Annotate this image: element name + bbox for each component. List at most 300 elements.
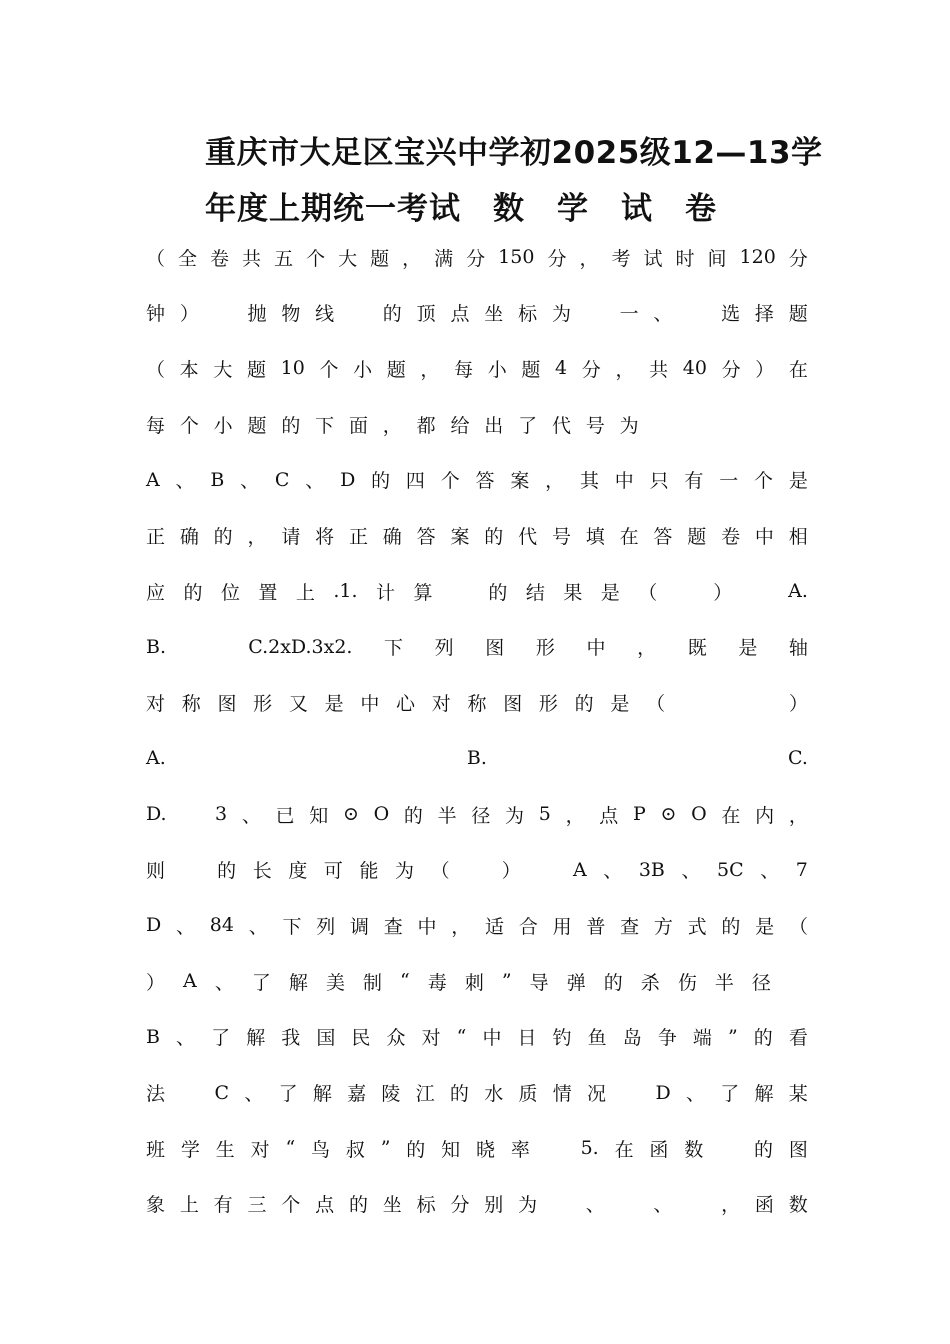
body-line [146, 1128, 808, 1168]
body-char: 置 [258, 581, 278, 604]
body-char: “ [400, 970, 410, 993]
body-char: 每 [454, 358, 474, 381]
body-char: “ [456, 1025, 467, 1048]
body-char: B. [146, 635, 167, 658]
body-char: 、 [214, 971, 234, 994]
body-char: 面 [348, 414, 368, 437]
body-char: （ [638, 581, 658, 604]
body-char: 5 [538, 803, 551, 825]
body-char: ， [451, 915, 471, 938]
body-char: 水 [484, 1083, 504, 1105]
body-char: 、 [176, 1027, 196, 1050]
body-line [146, 404, 808, 444]
body-char: 率 [510, 1138, 530, 1161]
body-line [146, 460, 808, 500]
body-line [146, 516, 808, 556]
body-char: 适 [485, 915, 505, 938]
body-char: 内 [755, 804, 775, 827]
body-char: 导 [529, 971, 549, 994]
body-char: 填 [585, 526, 605, 548]
body-char: 题 [386, 358, 406, 381]
body-char [682, 689, 701, 716]
body-char [621, 1079, 640, 1106]
body-char: 是 [324, 693, 344, 716]
body-char: 全 [178, 247, 198, 270]
body-char: 分 [581, 358, 601, 381]
body-char: ” [501, 970, 512, 993]
body-char: 果 [563, 581, 583, 604]
body-char: 间 [707, 247, 727, 270]
body-char: 为 [551, 303, 571, 326]
body-char: 、 [603, 860, 623, 883]
body-char: 5C [717, 858, 744, 881]
body-char: 查 [620, 915, 640, 938]
body-char: 形 [535, 637, 555, 660]
body-char: 大 [338, 247, 358, 270]
body-char: 况 [586, 1083, 606, 1105]
body-char: A. [146, 747, 166, 770]
body-char: A. [788, 580, 808, 603]
body-char [182, 856, 201, 883]
body-char: 民 [351, 1027, 371, 1050]
body-line [146, 738, 808, 778]
body-char: 三 [247, 1194, 267, 1217]
body-char [620, 1190, 639, 1217]
body-char [718, 689, 737, 716]
body-char: 150 [498, 246, 535, 268]
body-char: 一 [619, 303, 639, 326]
body-char: 长 [252, 860, 272, 883]
body-char: 的 [488, 581, 508, 604]
body-char: 、 [681, 860, 701, 883]
body-char: 、 [175, 470, 195, 493]
body-char: 个 [306, 247, 326, 270]
body-char: 方 [653, 915, 673, 938]
body-char: D [146, 914, 162, 937]
body-char: 题 [521, 358, 541, 381]
body-char: ） [755, 358, 775, 381]
body-char [586, 299, 605, 326]
body-char [466, 856, 485, 883]
body-char: 函 [754, 1194, 774, 1217]
body-char: 为 [518, 1194, 538, 1217]
body-char: 个 [754, 470, 774, 493]
body-char: ， [565, 804, 585, 827]
body-char: 、 [175, 915, 195, 938]
body-char: 图 [788, 1138, 808, 1161]
body-line [146, 1184, 808, 1224]
body-char: A [572, 858, 587, 881]
body-char: 号 [585, 414, 605, 437]
body-char: 84 [209, 914, 234, 937]
body-line [146, 1073, 808, 1113]
body-char: 弹 [566, 971, 586, 994]
body-char: 有 [684, 470, 704, 493]
body-char: C [274, 468, 290, 491]
body-char [687, 411, 706, 438]
body-char: 是 [610, 693, 630, 716]
body-char: D. [146, 803, 167, 825]
body-char [227, 745, 246, 772]
body-char: 质 [518, 1083, 538, 1105]
body-char: 情 [552, 1083, 572, 1105]
body-char: 下 [315, 414, 335, 437]
body-char: .1. [333, 580, 358, 603]
body-char: 题 [687, 526, 707, 548]
body-char: 答 [653, 526, 673, 548]
body-char: ⊙ [660, 803, 677, 825]
body-char: ” [380, 1137, 391, 1160]
body-char: 半 [714, 971, 734, 994]
body-char: 计 [375, 581, 395, 604]
body-char: 轴 [788, 637, 808, 660]
body-char: C [214, 1081, 230, 1104]
body-char [508, 745, 527, 772]
body-char: 制 [363, 971, 383, 994]
body-line [146, 237, 808, 277]
body-char [789, 411, 808, 438]
body-char: 陵 [381, 1083, 401, 1105]
body-char: 对 [146, 693, 166, 716]
body-char: 的 [382, 303, 402, 326]
body-char [676, 578, 695, 605]
body-char: 日 [517, 1027, 537, 1050]
body-char: 知 [309, 804, 329, 827]
body-char: 将 [315, 526, 335, 548]
body-char: 钟 [146, 303, 166, 326]
body-char: 是 [738, 637, 758, 660]
body-char: 、 [653, 303, 673, 326]
body-char: 的 [753, 1027, 773, 1050]
body-char: ） [501, 860, 521, 883]
body-char: 知 [441, 1138, 461, 1161]
body-char: 7 [795, 858, 808, 881]
body-char [789, 968, 808, 995]
body-char: 出 [484, 414, 504, 437]
body-char: 物 [281, 303, 301, 326]
body-char: 标 [518, 303, 538, 326]
body-char: 答 [475, 470, 495, 493]
body-char: 鸟 [311, 1138, 331, 1161]
body-char: 的 [574, 693, 594, 716]
body-char [307, 745, 326, 772]
body-char: A [183, 970, 197, 993]
body-line [146, 1017, 808, 1057]
body-char [748, 745, 767, 772]
body-char [180, 1079, 199, 1106]
body-char: 对 [250, 1138, 270, 1161]
body-char: 的 [403, 804, 423, 827]
body-char: 小 [213, 414, 233, 437]
body-char: D [340, 468, 356, 491]
body-char: 其 [579, 470, 599, 493]
body-char: ⊙ [342, 803, 359, 825]
body-char: 又 [288, 693, 308, 716]
body-char: ） [146, 971, 166, 994]
body-char: 式 [687, 915, 707, 938]
body-char: 个 [319, 358, 339, 381]
body-char: 中 [586, 637, 606, 660]
body-line [146, 293, 808, 333]
body-char: ） [179, 303, 199, 326]
body-char: 下 [384, 637, 404, 660]
body-char: （ [146, 247, 166, 270]
body-char: 案 [510, 470, 530, 493]
body-char: 解 [288, 971, 308, 994]
body-line [146, 794, 808, 834]
body-char: 在 [721, 804, 741, 827]
exam-title-line-1: 重庆市大足区宝兴中学初2025级12—13学 [205, 135, 823, 171]
body-char: 时 [675, 247, 695, 270]
body-char: 有 [213, 1194, 233, 1217]
body-char: 数 [788, 1194, 808, 1217]
body-char: 对 [431, 693, 451, 716]
body-char: 的 [754, 1138, 774, 1161]
body-char: ， [615, 358, 635, 381]
body-char: 学 [180, 1138, 200, 1161]
body-char: 一 [719, 470, 739, 493]
body-char: 对 [421, 1027, 441, 1050]
body-char: 、 [653, 1194, 673, 1217]
body-char: 算 [413, 581, 433, 604]
body-char [181, 801, 200, 828]
exam-title-line-2: 年度上期统一考试 数 学 试 卷 [205, 191, 717, 227]
body-char: 共 [242, 247, 262, 270]
body-char [719, 1135, 738, 1162]
body-char: 已 [275, 804, 295, 827]
body-char: （ [430, 860, 450, 883]
body-char: 3B [638, 858, 665, 881]
body-char: 中 [754, 526, 774, 548]
body-char: （ [646, 693, 666, 716]
body-char: 合 [518, 915, 538, 938]
body-char: 3 [215, 803, 228, 825]
body-char: 钓 [552, 1027, 572, 1050]
body-char: 号 [551, 526, 571, 548]
body-char [427, 745, 446, 772]
body-line [146, 905, 808, 945]
body-char: ， [420, 358, 440, 381]
body-char: 分 [788, 247, 808, 270]
body-char: 中 [482, 1027, 502, 1050]
body-char: 众 [386, 1027, 406, 1050]
body-char: 的 [183, 581, 203, 604]
body-char: 卷 [210, 247, 230, 270]
body-char [349, 299, 368, 326]
body-char: B [210, 468, 225, 491]
body-char: 都 [416, 414, 436, 437]
body-char: 小 [487, 358, 507, 381]
body-char: 叔 [345, 1138, 365, 1161]
body-char: 卷 [721, 526, 741, 548]
body-char [347, 745, 366, 772]
body-char: 鱼 [587, 1027, 607, 1050]
body-char [588, 745, 607, 772]
body-char: ， [788, 804, 808, 827]
body-char: ， [382, 414, 402, 437]
body-char: （ [146, 358, 166, 381]
body-char [387, 745, 406, 772]
body-char: 试 [643, 247, 663, 270]
body-char: 给 [450, 414, 470, 437]
body-char: 代 [551, 414, 571, 437]
body-char: 、 [241, 804, 261, 827]
body-char [198, 633, 217, 660]
body-line [146, 571, 808, 611]
body-char: 4 [555, 357, 568, 380]
body-char: ， [721, 1194, 741, 1217]
body-char: 看 [788, 1027, 808, 1050]
body-char: 查 [383, 915, 403, 938]
body-char: 径 [751, 971, 771, 994]
body-char: ， [579, 247, 599, 270]
body-line [146, 627, 808, 667]
body-char: 了 [251, 971, 271, 994]
body-char: 只 [649, 470, 669, 493]
body-char: 确 [382, 526, 402, 548]
body-char: 的 [406, 1138, 426, 1161]
body-char: 、 [686, 1083, 706, 1105]
body-char: 嘉 [347, 1083, 367, 1105]
body-char: 解 [312, 1083, 332, 1105]
body-char: 点 [315, 1194, 335, 1217]
body-char: 称 [467, 693, 487, 716]
body-char: ” [727, 1025, 738, 1048]
body-char: 度 [288, 860, 308, 883]
body-char: B. [466, 747, 487, 770]
body-char: 40 [682, 357, 707, 380]
body-char: 是 [600, 581, 620, 604]
body-char: 伤 [677, 971, 697, 994]
body-char: 确 [179, 526, 199, 548]
body-char: 象 [146, 1194, 166, 1217]
body-char: 位 [220, 581, 240, 604]
body-char: 列 [316, 915, 336, 938]
body-char: B [146, 1025, 160, 1048]
body-char: 能 [359, 860, 379, 883]
body-char [552, 1190, 571, 1217]
body-char: 的 [281, 414, 301, 437]
body-char: 上 [179, 1194, 199, 1217]
body-char: 五 [274, 247, 294, 270]
body-char: 坐 [382, 1194, 402, 1217]
body-char [755, 411, 774, 438]
body-char [451, 578, 470, 605]
body-char: 题 [246, 358, 266, 381]
body-char [628, 745, 647, 772]
body-char: 、 [248, 915, 268, 938]
body-char: 四 [405, 470, 425, 493]
body-char: 普 [586, 915, 606, 938]
body-char: 、 [585, 1194, 605, 1217]
body-char: 国 [316, 1027, 336, 1050]
body-char: 题 [247, 414, 267, 437]
body-char: 的 [603, 971, 623, 994]
body-char: 结 [525, 581, 545, 604]
body-char: 为 [619, 414, 639, 437]
body-char: 的 [213, 526, 233, 548]
body-char [546, 1135, 565, 1162]
body-char: 图 [485, 637, 505, 660]
body-char: 的 [449, 1083, 469, 1105]
body-char: 下 [282, 915, 302, 938]
body-char: 的 [721, 915, 741, 938]
body-char: 则 [146, 860, 166, 883]
body-char: 形 [538, 693, 558, 716]
body-char [267, 745, 286, 772]
body-char: 图 [503, 693, 523, 716]
body-char: 的 [217, 860, 237, 883]
body-char: 分 [547, 247, 567, 270]
body-char: （ [788, 915, 808, 938]
body-char: 上 [295, 581, 315, 604]
body-char: ） [788, 693, 808, 716]
body-char: 为 [505, 804, 525, 827]
body-char: 应 [146, 581, 166, 604]
body-char: 抛 [247, 303, 267, 326]
body-char: 岛 [622, 1027, 642, 1050]
body-char: 中 [360, 693, 380, 716]
body-char: 5. [580, 1137, 599, 1160]
body-line [146, 683, 808, 723]
body-char: 坐 [484, 303, 504, 326]
body-char: 刺 [464, 971, 484, 994]
body-char: 小 [353, 358, 373, 381]
body-char: ） [713, 581, 733, 604]
body-char: 是 [788, 470, 808, 493]
body-char: 中 [417, 915, 437, 938]
body-char: 在 [619, 526, 639, 548]
body-char: D [655, 1081, 671, 1104]
body-char: 案 [450, 526, 470, 548]
body-char: 分 [450, 1194, 470, 1217]
body-char [187, 745, 206, 772]
body-char: 了 [720, 1083, 740, 1105]
body-char: 分 [721, 358, 741, 381]
body-line [146, 961, 808, 1001]
body-char: 是 [755, 915, 775, 938]
body-char [653, 411, 672, 438]
body-char: 我 [281, 1027, 301, 1050]
body-char: 可 [323, 860, 343, 883]
body-char: 120 [739, 246, 776, 268]
body-char: C. [788, 747, 808, 770]
body-char: 考 [611, 247, 631, 270]
body-char: 了 [211, 1027, 231, 1050]
body-char: 班 [146, 1138, 166, 1161]
body-char: 争 [657, 1027, 677, 1050]
body-char: 题 [788, 303, 808, 326]
body-char: 答 [416, 526, 436, 548]
body-char [721, 411, 740, 438]
body-char: 生 [215, 1138, 235, 1161]
body-char: 个 [281, 1194, 301, 1217]
body-char: 选 [721, 303, 741, 326]
body-char: 、 [240, 470, 260, 493]
body-char: 了 [518, 414, 538, 437]
body-char: 、 [760, 860, 780, 883]
body-char: 解 [754, 1083, 774, 1105]
body-char: 点 [599, 804, 619, 827]
body-char: 代 [518, 526, 538, 548]
body-char: 个 [440, 470, 460, 493]
body-char [753, 689, 772, 716]
body-line [146, 850, 808, 890]
body-char: 解 [246, 1027, 266, 1050]
body-char: 为 [395, 860, 415, 883]
body-char: P [633, 803, 646, 825]
body-char: 正 [146, 526, 166, 548]
